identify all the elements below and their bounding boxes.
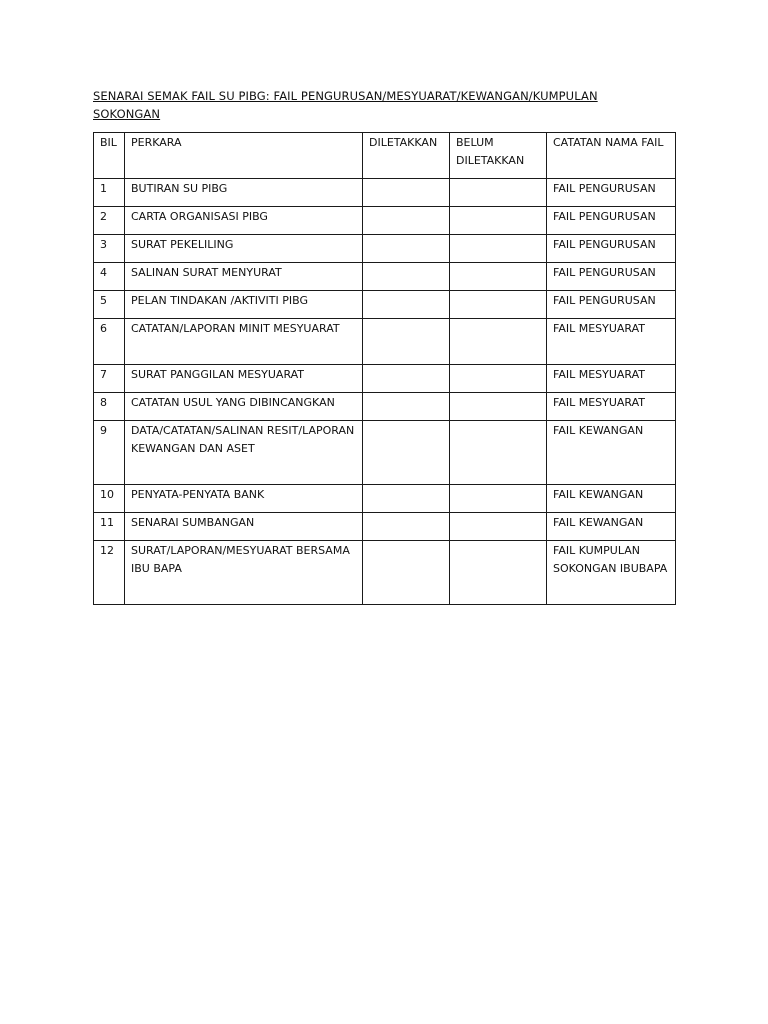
- cell-bil: 7: [94, 365, 125, 393]
- cell-perkara: DATA/CATATAN/SALINAN RESIT/LAPORAN KEWANGAN DAN ASET: [125, 421, 363, 485]
- cell-bil: 1: [94, 179, 125, 207]
- table-row: [94, 263, 676, 291]
- checklist-table: [93, 132, 676, 605]
- cell-bil: 8: [94, 393, 125, 421]
- cell-catatan: FAIL KEWANGAN: [547, 421, 676, 485]
- cell-diletakkan: [363, 485, 450, 513]
- cell-belum-diletakkan: [450, 263, 547, 291]
- header-perkara: PERKARA: [125, 133, 363, 179]
- cell-bil: 2: [94, 207, 125, 235]
- cell-diletakkan: [363, 393, 450, 421]
- cell-catatan: FAIL PENGURUSAN: [547, 207, 676, 235]
- cell-catatan: FAIL KEWANGAN: [547, 485, 676, 513]
- cell-belum-diletakkan: [450, 319, 547, 365]
- cell-belum-diletakkan: [450, 179, 547, 207]
- document-title-line-1: SENARAI SEMAK FAIL SU PIBG: FAIL PENGURUSAN/MESYUARAT/KEWANGAN/KUMPULAN: [93, 89, 598, 103]
- table-row: [94, 513, 676, 541]
- table-row: [94, 179, 676, 207]
- cell-belum-diletakkan: [450, 393, 547, 421]
- cell-belum-diletakkan: [450, 421, 547, 485]
- cell-bil: 3: [94, 235, 125, 263]
- cell-perkara: SENARAI SUMBANGAN: [125, 513, 363, 541]
- cell-perkara: SURAT PEKELILING: [125, 235, 363, 263]
- cell-perkara: BUTIRAN SU PIBG: [125, 179, 363, 207]
- cell-perkara: PELAN TINDAKAN /AKTIVITI PIBG: [125, 291, 363, 319]
- document-title-line-2: SOKONGAN: [93, 107, 161, 121]
- cell-perkara: SURAT PANGGILAN MESYUARAT: [125, 365, 363, 393]
- table-row: [94, 235, 676, 263]
- header-belum-diletakkan: BELUM DILETAKKAN: [450, 133, 547, 179]
- header-bil: BIL: [94, 133, 125, 179]
- cell-diletakkan: [363, 179, 450, 207]
- cell-perkara: CATATAN/LAPORAN MINIT MESYUARAT: [125, 319, 363, 365]
- document-title: [93, 87, 633, 123]
- table-row: [94, 291, 676, 319]
- cell-perkara: CARTA ORGANISASI PIBG: [125, 207, 363, 235]
- cell-catatan: FAIL KEWANGAN: [547, 513, 676, 541]
- cell-belum-diletakkan: [450, 235, 547, 263]
- table-row: [94, 421, 676, 485]
- cell-diletakkan: [363, 513, 450, 541]
- table-row: [94, 393, 676, 421]
- cell-perkara: CATATAN USUL YANG DIBINCANGKAN: [125, 393, 363, 421]
- table-row: [94, 541, 676, 605]
- header-catatan-nama-fail: CATATAN NAMA FAIL: [547, 133, 676, 179]
- cell-catatan: FAIL PENGURUSAN: [547, 263, 676, 291]
- cell-belum-diletakkan: [450, 485, 547, 513]
- table-row: [94, 207, 676, 235]
- header-diletakkan: DILETAKKAN: [363, 133, 450, 179]
- cell-belum-diletakkan: [450, 365, 547, 393]
- cell-bil: 11: [94, 513, 125, 541]
- cell-diletakkan: [363, 263, 450, 291]
- cell-perkara: PENYATA-PENYATA BANK: [125, 485, 363, 513]
- cell-diletakkan: [363, 207, 450, 235]
- cell-catatan: FAIL MESYUARAT: [547, 365, 676, 393]
- cell-bil: 9: [94, 421, 125, 485]
- cell-catatan: FAIL PENGURUSAN: [547, 179, 676, 207]
- cell-diletakkan: [363, 291, 450, 319]
- cell-catatan: FAIL KUMPULAN SOKONGAN IBUBAPA: [547, 541, 676, 605]
- cell-diletakkan: [363, 421, 450, 485]
- cell-catatan: FAIL MESYUARAT: [547, 393, 676, 421]
- cell-belum-diletakkan: [450, 513, 547, 541]
- table-row: [94, 485, 676, 513]
- cell-bil: 6: [94, 319, 125, 365]
- table-row: [94, 365, 676, 393]
- table-row: [94, 319, 676, 365]
- cell-bil: 10: [94, 485, 125, 513]
- cell-bil: 4: [94, 263, 125, 291]
- table-header-row: [94, 133, 676, 179]
- cell-diletakkan: [363, 319, 450, 365]
- cell-catatan: FAIL PENGURUSAN: [547, 291, 676, 319]
- cell-diletakkan: [363, 541, 450, 605]
- cell-catatan: FAIL PENGURUSAN: [547, 235, 676, 263]
- cell-perkara: SURAT/LAPORAN/MESYUARAT BERSAMA IBU BAPA: [125, 541, 363, 605]
- cell-bil: 5: [94, 291, 125, 319]
- cell-belum-diletakkan: [450, 207, 547, 235]
- cell-diletakkan: [363, 235, 450, 263]
- cell-perkara: SALINAN SURAT MENYURAT: [125, 263, 363, 291]
- cell-belum-diletakkan: [450, 541, 547, 605]
- cell-belum-diletakkan: [450, 291, 547, 319]
- cell-diletakkan: [363, 365, 450, 393]
- cell-bil: 12: [94, 541, 125, 605]
- cell-catatan: FAIL MESYUARAT: [547, 319, 676, 365]
